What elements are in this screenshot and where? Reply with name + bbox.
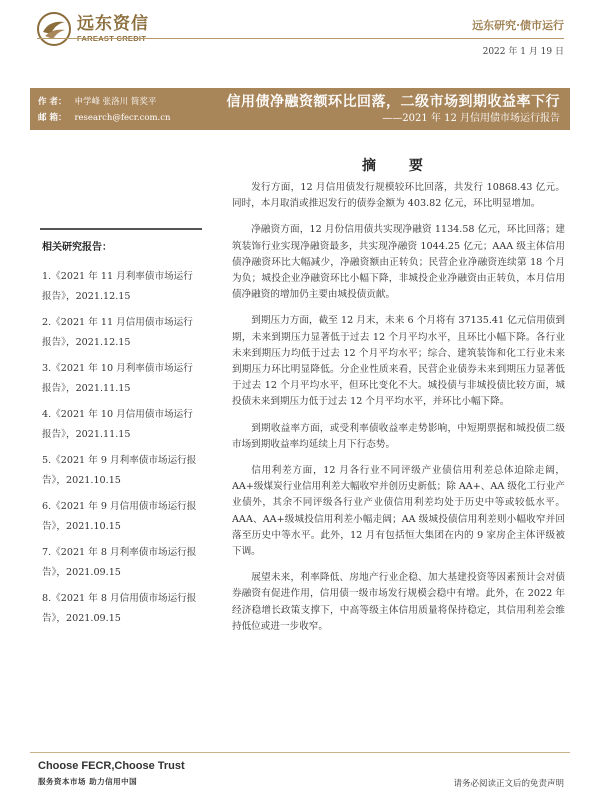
summary-paragraph-net-financing: 净融资方面，12 月份信用债共实现净融资 1134.58 亿元，环比回落；建筑装饰行业实现净融资最多，共实现净融资 1044.25 亿元；AAA 级主体信用债净融资环比大幅减少，净融资额由正转负；民营企业净融资连续第 18 个月为负；城投企业净融资环比小幅下降，非城投企业净融资由正转负，本月信用债净融资的增加仍主要由城投债贡献。 bbox=[232, 224, 565, 301]
slogan-en: Choose FECR,Choose Trust bbox=[38, 760, 185, 772]
author-names: 申学峰 张洛川 简奖平 bbox=[74, 97, 157, 107]
footer-divider bbox=[30, 752, 570, 753]
related-report-item[interactable]: 2.《2021 年 11 月信用债市场运行报告》，2021.12.15 bbox=[42, 317, 193, 348]
related-report-item[interactable]: 1.《2021 年 11 月利率债市场运行报告》，2021.12.15 bbox=[42, 271, 193, 302]
slogan-cn: 服务资本市场 助力信用中国 bbox=[38, 777, 138, 786]
brand-name-en bbox=[77, 34, 149, 44]
author-label: 作 者： bbox=[38, 97, 67, 107]
summary-paragraph-issuance: 发行方面，12 月信用债发行规模较环比回落，共发行 10868.43 亿元。同时，本月取消或推迟发行的债券金额为 403.82 亿元，环比明显增加。 bbox=[232, 182, 565, 210]
summary-heading: 摘 要 bbox=[362, 158, 437, 174]
header-divider bbox=[37, 38, 564, 39]
related-reports bbox=[40, 228, 202, 635]
report-date: 2022 年 1 月 19 日 bbox=[482, 47, 564, 57]
author-email[interactable]: research@fecr.com.cn bbox=[74, 113, 171, 123]
brand-name-cn: 远东资信 bbox=[77, 14, 149, 34]
fareast-logo-icon bbox=[37, 12, 71, 46]
brand-logo bbox=[37, 12, 149, 46]
report-series: 远东研究·债市运行 bbox=[472, 19, 564, 32]
summary-paragraph-outlook: 展望未来，利率降低、房地产行业企稳、加大基建投资等因素预计会对债券融资有促进作用，信用债一级市场发行规模会稳中有增。此外，在 2022 年经济稳增长政策支撑下，中高等级主体信用质量将保持稳定，其信用利差会维持低位或进一步收窄。 bbox=[232, 572, 565, 632]
related-report-item[interactable]: 3.《2021 年 10 月利率债市场运行报告》，2021.11.15 bbox=[42, 363, 193, 394]
email-label: 邮 箱： bbox=[38, 113, 67, 123]
report-subtitle: ——2021 年 12 月信用债市场运行报告 bbox=[382, 113, 560, 124]
summary-paragraph-maturity-pressure: 到期压力方面，截至 12 月末，未来 6 个月将有 37135.41 亿元信用债到期，未来到期压力显著低于过去 12 个月平均水平，且环比小幅下降。各行业未来到期压力均低于过去 12 个月平均水平；综合、建筑装饰和化工行业未来到期压力环比明显降低。分企业性质来看，民营企业债券未来到期压力显著低于过去 12 个月平均水平，但环比变化不大。城投债与非城投债比较方面，城投债未来到期压力低于过去 12 个月平均水平，并环比小幅下降。 bbox=[232, 315, 565, 408]
summary-paragraph-credit-spread: 信用利差方面，12 月各行业不同评级产业债信用利差总体迫除走阔，AA+级煤炭行业信用利差大幅收窄并创历史新低；除 AA+、AA 级化工行业产业债外，其余不同评级各行业产业债信用利差均处于历史中等或较低水平。AAA、AA+级城投信用利差小幅走阔；AA 级城投债信用利差则小幅收窄并回落至历史中等水平。此外，12 月有包括恒大集团在内的 9 家房企主体评级被下调。 bbox=[232, 465, 565, 558]
related-report-item[interactable]: 7.《2021 年 8 月利率债市场运行报告》，2021.09.15 bbox=[42, 547, 197, 578]
report-title-block bbox=[227, 93, 561, 126]
related-report-item[interactable]: 6.《2021 年 9 月信用债市场运行报告》，2021.10.15 bbox=[42, 501, 197, 532]
related-reports-title: 相关研究报告： bbox=[42, 242, 112, 253]
disclaimer-note: 请务必阅读正文后的免责声明 bbox=[453, 779, 564, 789]
related-report-item[interactable]: 4.《2021 年 10 月信用债市场运行报告》，2021.11.15 bbox=[42, 409, 193, 440]
summary-body bbox=[232, 180, 565, 645]
sidebar-divider bbox=[40, 228, 202, 230]
related-report-item[interactable]: 8.《2021 年 8 月信用债市场运行报告》，2021.09.15 bbox=[42, 593, 197, 624]
summary-paragraph-yield: 到期收益率方面，或受利率债收益率走势影响，中短期票据和城投债二级市场到期收益率均延续上月下行态势。 bbox=[232, 422, 565, 450]
author-info bbox=[38, 94, 170, 126]
title-banner bbox=[30, 88, 570, 130]
report-title: 信用债净融资额环比回落，二级市场到期收益率下行 bbox=[226, 94, 560, 110]
related-report-item[interactable]: 5.《2021 年 9 月利率债市场运行报告》，2021.10.15 bbox=[42, 455, 197, 486]
